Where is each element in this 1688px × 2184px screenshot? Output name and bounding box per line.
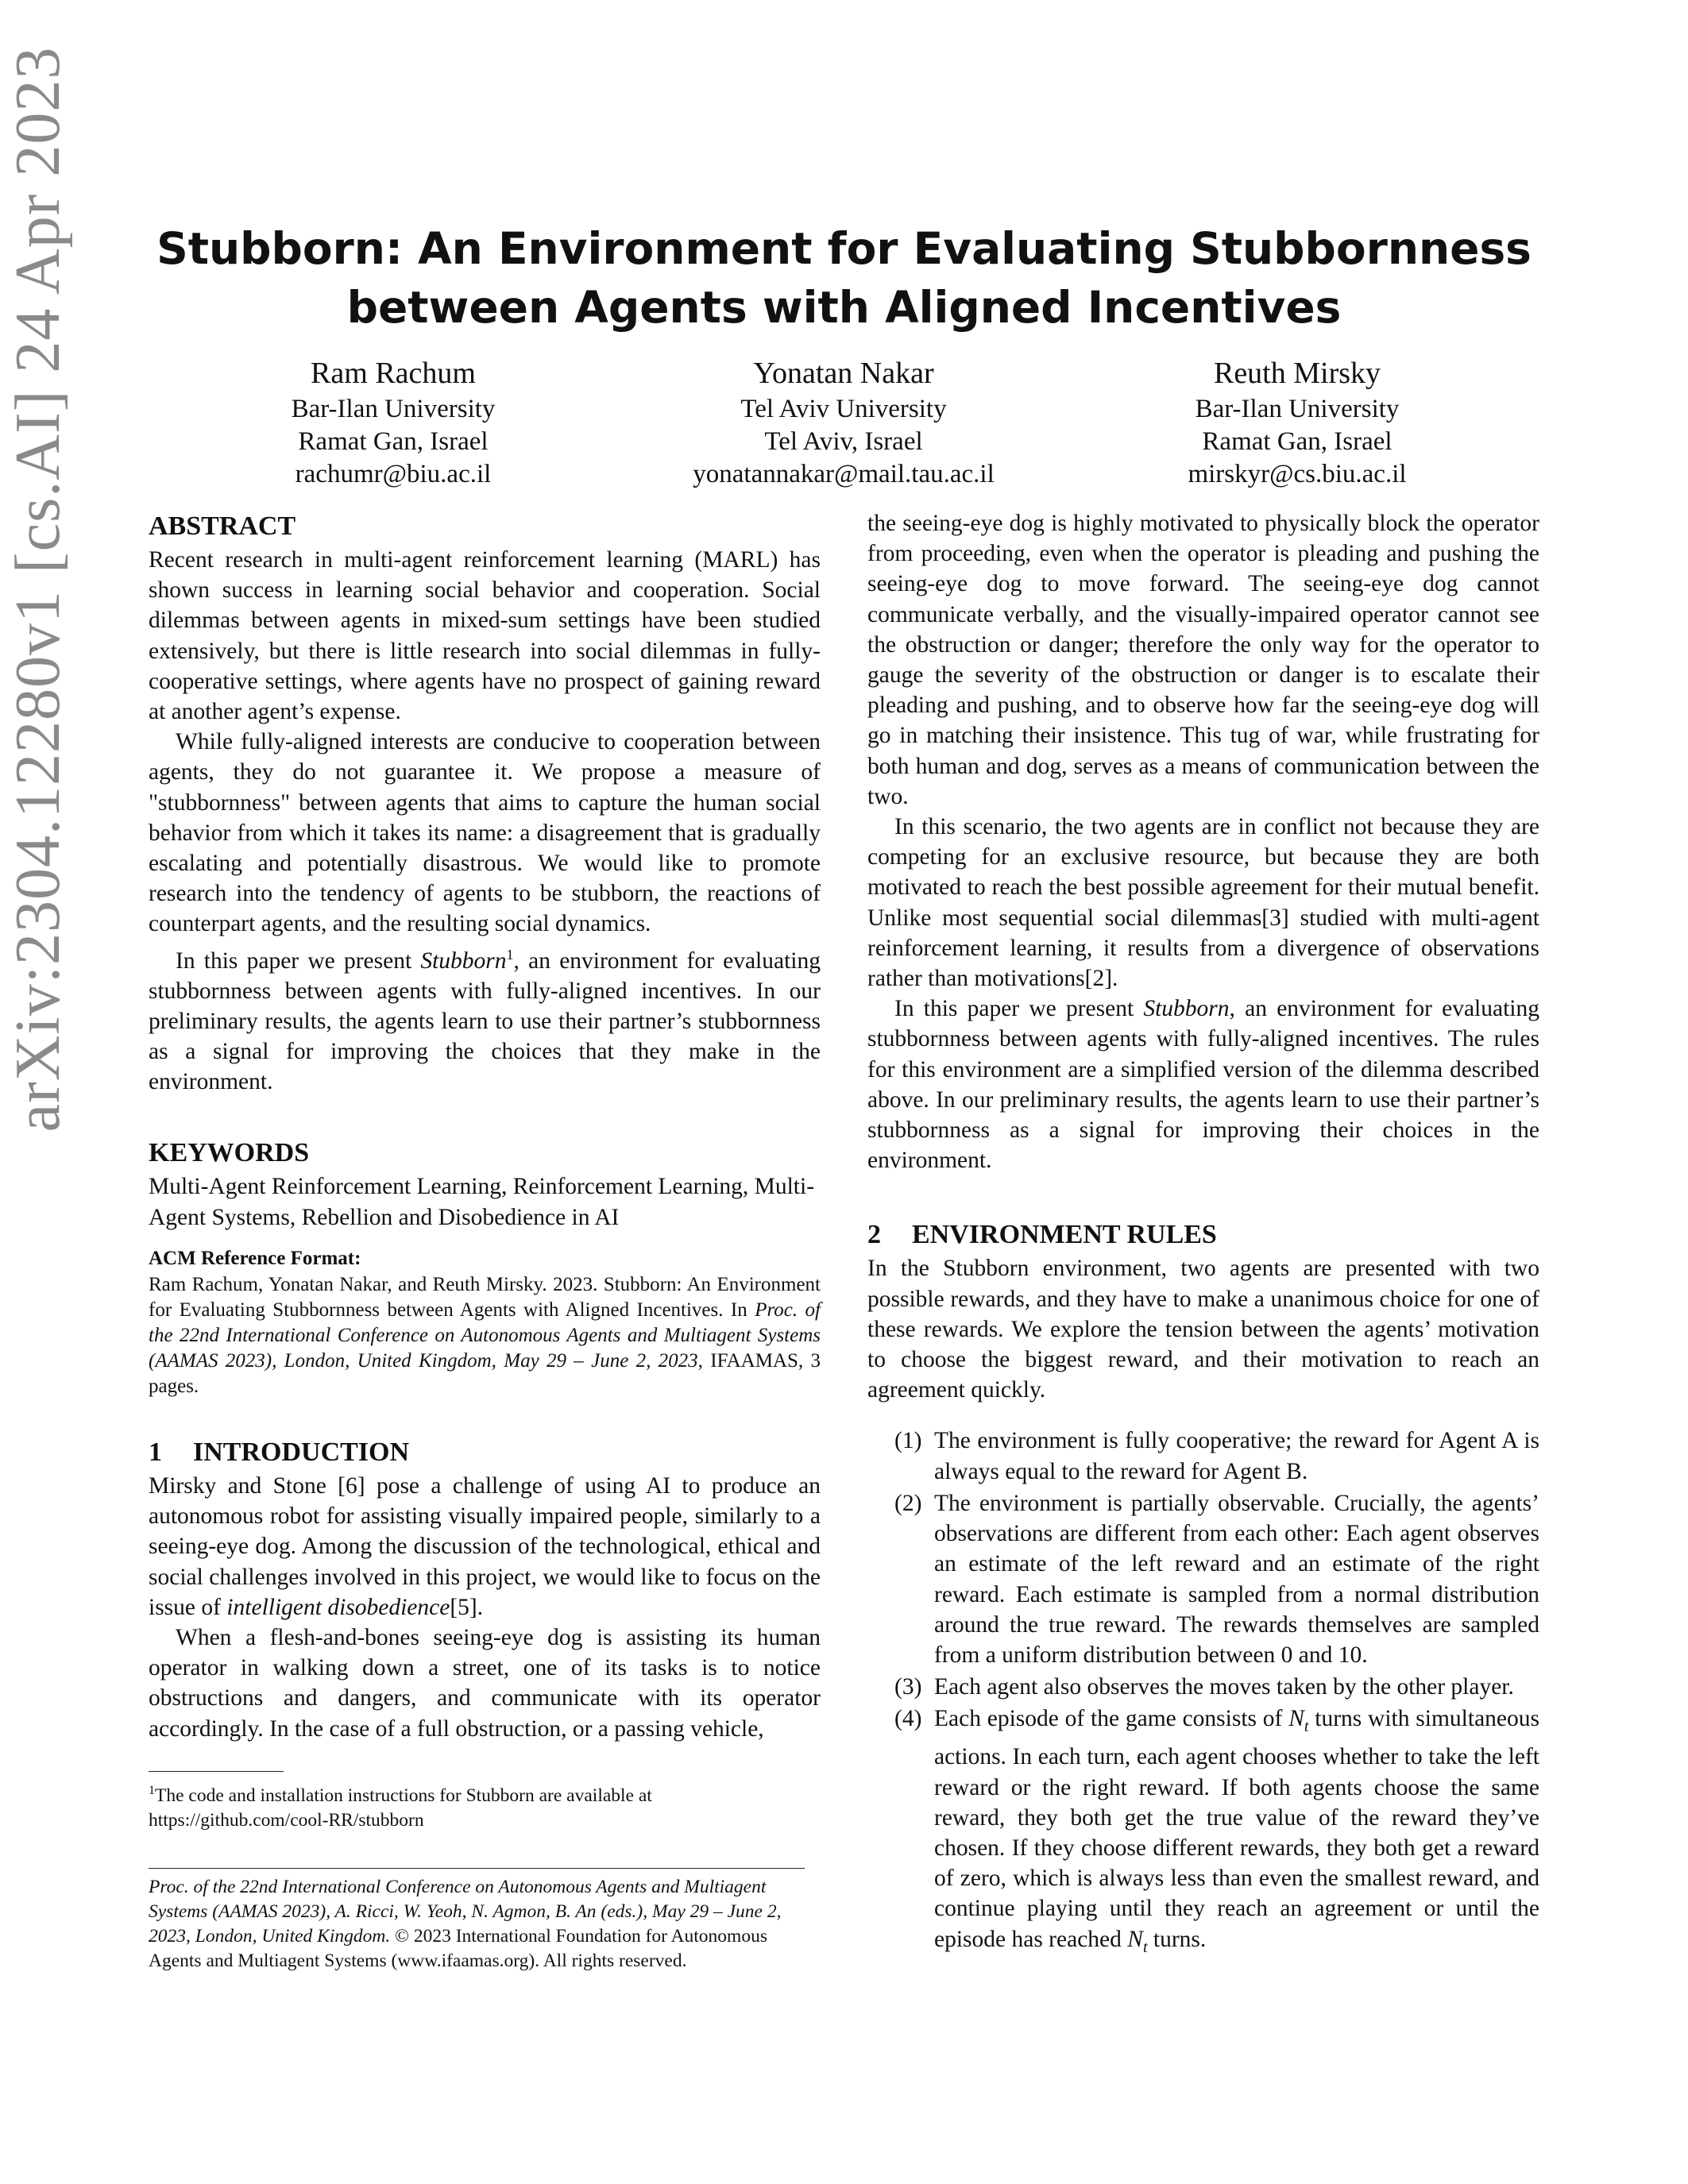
abstract-paragraph-2: While fully-aligned interests are conducive to cooperation between agents, they do not guarantee it. We propose a measure of "stubbornness" between agents that aims to capture the human social behavior from which it takes its name: a disagreement that is gradually escalating and potentially disastrous. We would like to promote research into the tendency of agents to be stubborn, the reactions of counterpart agents, and the resulting social dynamics. [149,729,821,937]
author-name: Ram Rachum [311,357,476,390]
rule-item: (3) Each agent also observes the moves taken by the other player. [894,1674,1514,1700]
intro-paragraph-4: In this paper we present Stubborn, an environment for evaluating stubbornness between agents with fully-aligned incentives. The rules for this environment are a simplified version of the dilemma described above. In our preliminary results, the agents learn to use their partner’s stubbornness as a signal for improving their choices in the environment. [867,996,1539,1174]
author-affiliation: Tel Aviv University [740,395,947,423]
proceedings-copyright: © 2023 International Foundation for Autonomous Agents and Multiagent Systems (www.ifaamas.org). All rights reserved. [149,1925,767,1971]
author-name: Reuth Mirsky [1213,357,1381,390]
intro-paragraph-2-continued: the seeing-eye dog is highly motivated to physically block the operator from proceeding, even when the operator is pleading and pushing the seeing-eye dog to move forward. The seeing-eye dog cannot communicate verbally, and the visually-impaired operator cannot see the obstruction or danger; therefore the only way for the operator to gauge the severity of the obstruction or danger is to escalate their pleading and pushing, and to observe how far the seeing-eye dog will go in matching their insistence. This tug of war, while frustrating for both human and dog, serves as a means of communication between the two. [867,511,1539,809]
author-affiliation: Bar-Ilan University [1195,395,1400,423]
footnote-rule [149,1771,284,1772]
abstract-paragraph-1: Recent research in multi-agent reinforcement learning (MARL) has shown success in learning social behavior and cooperation. Social dilemmas between agents in mixed-sum settings have been studied extensively, but there is little research into social dilemmas in fully-cooperative settings, where agents have no prospect of gaining reward at another agent’s expense. [149,547,821,725]
author-location: Tel Aviv, Israel [764,427,923,456]
author-email: rachumr@biu.ac.il [295,460,492,488]
rule-item: (1) The environment is fully cooperative; the reward for Agent A is always equal to the reward for Agent B. [894,1428,1539,1484]
proceedings-note [149,1868,821,1974]
stubborn-emphasis: Stubborn [420,947,507,974]
rule-item: (2) The environment is partially observable. Crucially, the agents’ observations are different from each other: Each agent observes an estimate of the left reward and an estimate of the right reward. Each estimate is sampled from a normal distribution around the true reward. The rewards themselves are sampled from a uniform distribution between 0 and 10. [894,1490,1539,1668]
nt-symbol: N [1127,1926,1143,1952]
intro-paragraph-1: Mirsky and Stone [6] pose a challenge of using AI to produce an autonomous robot for assisting visually impaired people, similarly to a seeing-eye dog. Among the discussion of the technological, ethical and social challenges involved in this project, we would like to focus on the issue of intelligent disobedience[5]. [149,1472,821,1620]
acm-heading: ACM Reference Format: [149,1247,361,1269]
intro-paragraph-2: When a flesh-and-bones seeing-eye dog is assisting its human operator in walking down a street, one of its tasks is to notice obstructions and dangers, and communicate with its operator accordingly. In the case of a full obstruction, or a passing vehicle, [149,1624,821,1742]
author-name: Yonatan Nakar [753,357,934,390]
abstract-paragraph-3: In this paper we present Stubborn$^1$, an environment for evaluating stubbornness between agents with fully-aligned incentives. In our preliminary results, the agents learn to use their partner’s stubbornness as a signal for improving the choices that they make in the environment. [149,946,821,1095]
arxiv-stamp: arXiv:2304.12280v1 [cs.AI] 24 Apr 2023 [3,46,73,1133]
paper-title [143,219,1545,337]
author-block-1 [139,353,647,491]
author-block-3 [1043,353,1551,491]
environment-heading: 2 ENVIRONMENT RULES [867,1220,1217,1250]
author-email: yonatannakar@mail.tau.ac.il [693,460,995,488]
title-line-2: between Agents with Aligned Incentives [346,282,1342,333]
rules-list [867,1426,1539,1962]
proceedings-rule [149,1868,805,1869]
nt-symbol: N [1288,1706,1304,1732]
proceedings-text: Proc. of the 22nd International Conference on Autonomous Agents and Multiagent Systems (AAMAS 2023), A. Ricci, W. Yeoh, N. Agmon, B. An (eds.), May 29 – June 2, 2023, London, United Kingdom. [149,1876,782,1947]
abstract-heading: ABSTRACT [149,511,296,541]
author-affiliation: Bar-Ilan University [291,395,496,423]
keywords-text: Multi-Agent Reinforcement Learning, Reinforcement Learning, Multi-Agent Systems, Rebellion and Disobedience in AI [149,1174,815,1230]
title-line-1: Stubborn: An Environment for Evaluating Stubbornness [156,223,1532,274]
right-column [867,508,1539,1964]
environment-paragraph-1: In the Stubborn environment, two agents are presented with two possible rewards, and they have to make a unanimous choice for one of these rewards. We explore the tension between the agents’ motivation to choose the biggest reward, and their motivation to reach an agreement quickly. [867,1256,1539,1403]
footnote-text: The code and installation instructions for Stubborn are available at https://github.com/cool-RR/stubborn [149,1785,652,1831]
acm-reference [149,1245,821,1399]
keywords-heading: KEYWORDS [149,1138,310,1168]
intro-heading: 1 INTRODUCTION [149,1437,410,1467]
footnote: $^1$The code and installation instructions for Stubborn are available at https://github.com/cool-RR/stubborn [149,1771,821,1833]
author-location: Ramat Gan, Israel [298,427,489,456]
author-location: Ramat Gan, Israel [1202,427,1393,456]
acm-text: Ram Rachum, Yonatan Nakar, and Reuth Mirsky. 2023. Stubborn: An Environment for Evaluating Stubbornness between Agents with Aligned Incentives. In Proc. of the 22nd International Conference on Autonomous Agents and Multiagent Systems (AAMAS 2023), London, United Kingdom, May 29 – June 2, 2023, IFAAMAS, 3 pages. [149,1273,821,1397]
rule-item: (4) Each episode of the game consists of $N_t$ turns with simultaneous actions. In each turn, each agent chooses whether to take the left reward or the right reward. If both agents choose the same reward, they both get the true value of the reward they’ve chosen. If they choose different rewards, they both get a reward of zero, which is always less than even the smallest reward, and continue playing until they reach an agreement or until the episode has reached $N_t$ turns. [894,1706,1539,1956]
author-block-2 [589,353,1098,491]
intro-paragraph-3: In this scenario, the two agents are in conflict not because they are competing for an exclusive resource, but because they are both motivated to reach the best possible agreement for their mutual benefit. Unlike most sequential social dilemmas[3] studied with multi-agent reinforcement learning, it results from a divergence of observations rather than motivations[2]. [867,814,1539,992]
footnote-ref: 1 [506,946,514,963]
left-column [149,508,821,1974]
author-email: mirskyr@cs.biu.ac.il [1188,460,1407,488]
